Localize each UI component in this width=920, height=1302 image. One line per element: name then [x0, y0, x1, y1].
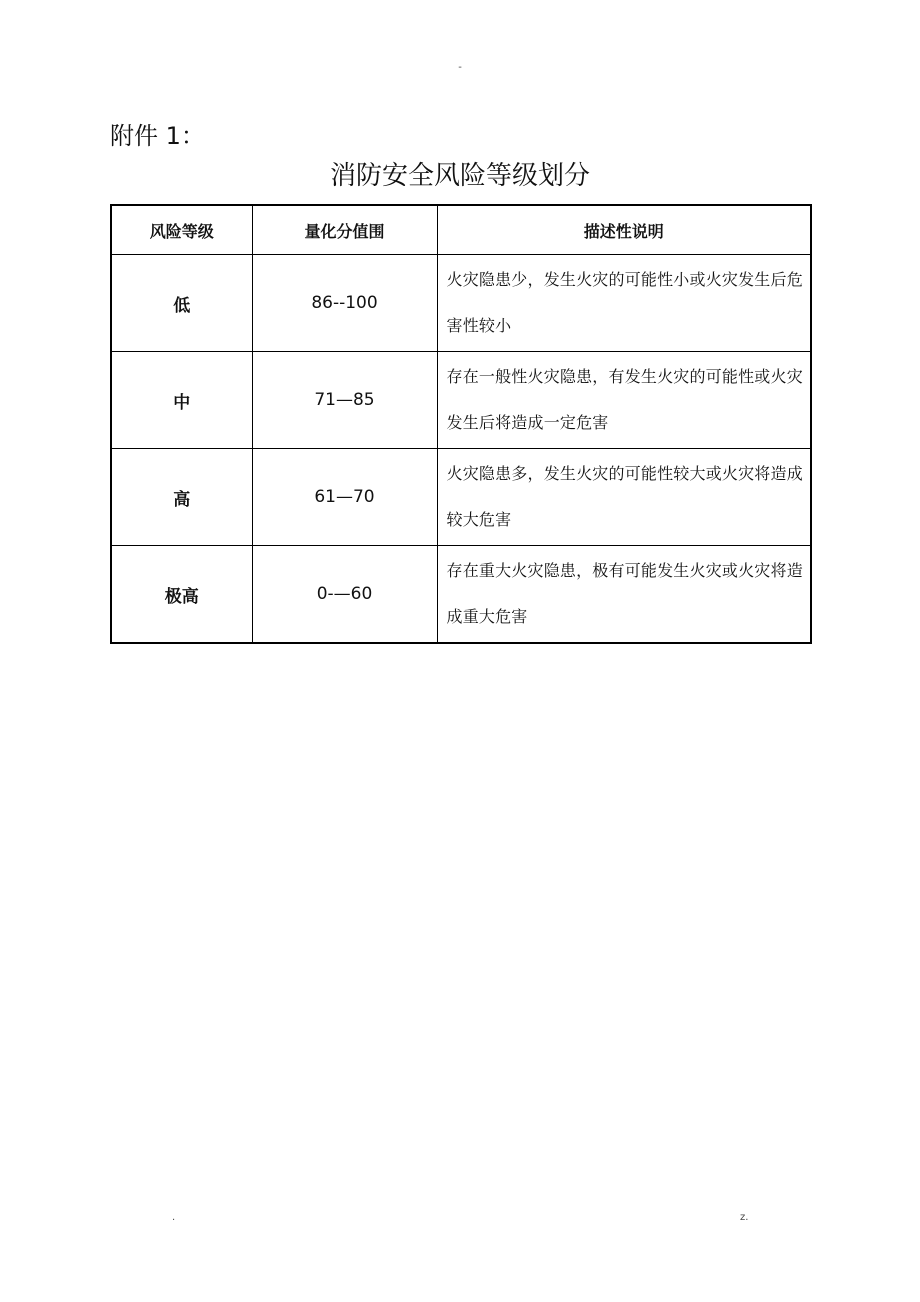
footer-right-mark: z.	[740, 1212, 749, 1223]
risk-level-cell: 高	[111, 449, 252, 546]
score-range-cell: 86--100	[252, 255, 437, 352]
header-risk-level: 风险等级	[111, 205, 252, 255]
score-range-cell: 0-—60	[252, 546, 437, 644]
risk-level-table	[110, 204, 812, 644]
table-row	[111, 546, 811, 644]
table-header-row	[111, 205, 811, 255]
description-cell: 火灾隐患少，发生火灾的可能性小或火灾发生后危害性较小	[437, 255, 811, 352]
attachment-label: 附件 1：	[110, 122, 205, 150]
risk-level-cell: 中	[111, 352, 252, 449]
score-range-cell: 61—70	[252, 449, 437, 546]
header-score-range: 量化分值围	[252, 205, 437, 255]
table-row	[111, 255, 811, 352]
description-cell: 火灾隐患多，发生火灾的可能性较大或火灾将造成较大危害	[437, 449, 811, 546]
risk-level-cell: 极高	[111, 546, 252, 644]
score-range-cell: 71—85	[252, 352, 437, 449]
page-title: 消防安全风险等级划分	[329, 161, 590, 191]
table-row	[111, 449, 811, 546]
description-cell: 存在重大火灾隐患，极有可能发生火灾或火灾将造成重大危害	[437, 546, 811, 644]
header-description: 描述性说明	[437, 205, 811, 255]
footer-left-mark: .	[172, 1212, 176, 1223]
risk-level-cell: 低	[111, 255, 252, 352]
description-cell: 存在一般性火灾隐患，有发生火灾的可能性或火灾发生后将造成一定危害	[437, 352, 811, 449]
header-mark: -	[458, 62, 462, 73]
table-row	[111, 352, 811, 449]
